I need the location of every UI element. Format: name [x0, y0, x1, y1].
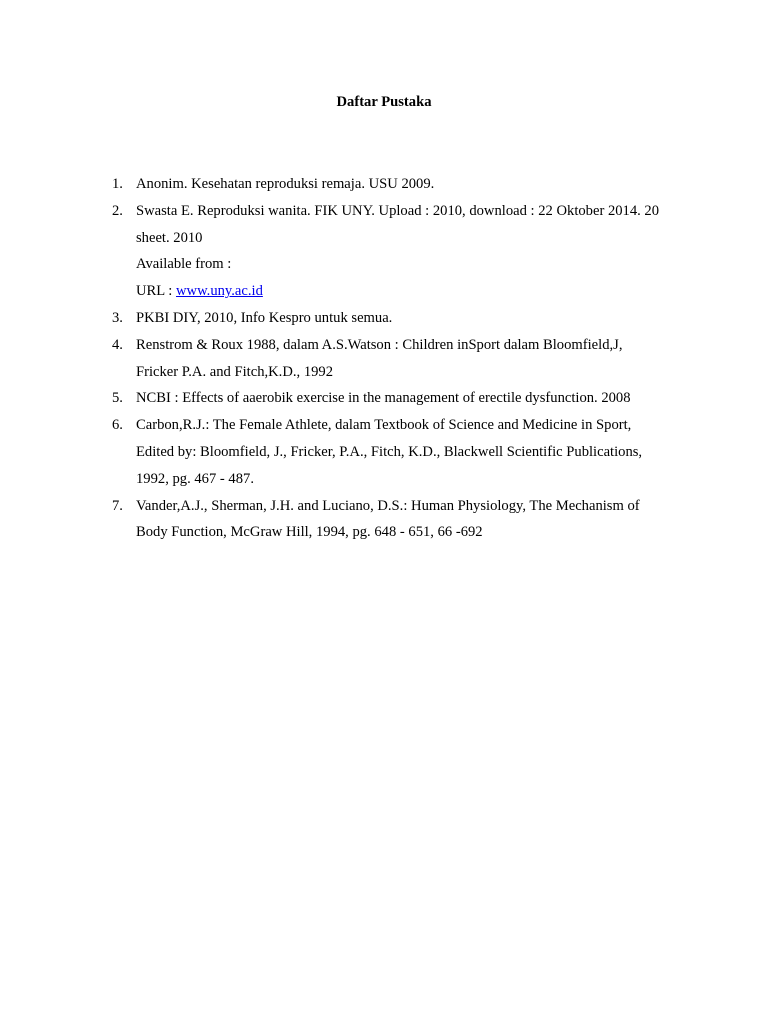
reference-url-link[interactable]: www.uny.ac.id [176, 283, 263, 300]
reference-item [112, 198, 692, 305]
reference-text: Swasta E. Reproduksi wanita. FIK UNY. Upload : 2010, download : 22 Oktober 2014. 20 [136, 202, 660, 219]
reference-text: Edited by: Bloomfield, J., Fricker, P.A., Fitch, K.D., Blackwell Scientific Publications, [136, 443, 643, 460]
reference-text: Anonim. Kesehatan reproduksi remaja. USU 2009. [136, 176, 435, 192]
reference-item [112, 305, 692, 332]
reference-text: Body Function, McGraw Hill, 1994, pg. 648 - 651, 66 -692 [136, 524, 483, 541]
page-title: Daftar Pustaka [336, 94, 432, 110]
reference-number: 3. [112, 309, 123, 326]
reference-text: Fricker P.A. and Fitch,K.D., 1992 [136, 363, 334, 380]
reference-url-line [136, 278, 692, 305]
reference-number: 6. [112, 417, 123, 434]
reference-number: 5. [112, 390, 123, 407]
reference-item [112, 493, 692, 547]
reference-text: NCBI : Effects of aaerobik exercise in the management of erectile dysfunction. 2008 [136, 390, 631, 407]
reference-text: Available from : [136, 256, 232, 273]
reference-number: 1. [112, 176, 123, 192]
reference-number: 2. [112, 202, 123, 219]
reference-text: Vander,A.J., Sherman, J.H. and Luciano, D.S.: Human Physiology, The Mechanism of [136, 497, 640, 514]
reference-text: PKBI DIY, 2010, Info Kespro untuk semua. [136, 309, 393, 326]
reference-item [112, 385, 692, 412]
reference-text: Renstrom & Roux 1988, dalam A.S.Watson : Children inSport dalam Bloomfield,J, [136, 336, 623, 353]
reference-text: Carbon,R.J.: The Female Athlete, dalam Textbook of Science and Medicine in Sport, [136, 417, 632, 434]
reference-text: sheet. 2010 [136, 229, 203, 246]
reference-item [112, 412, 692, 492]
reference-item [112, 171, 692, 198]
reference-url-prefix: URL : [136, 283, 176, 300]
reference-item [112, 332, 692, 386]
reference-number: 7. [112, 497, 123, 514]
reference-number: 4. [112, 336, 123, 353]
reference-list [112, 171, 692, 546]
reference-text: 1992, pg. 467 - 487. [136, 470, 254, 487]
